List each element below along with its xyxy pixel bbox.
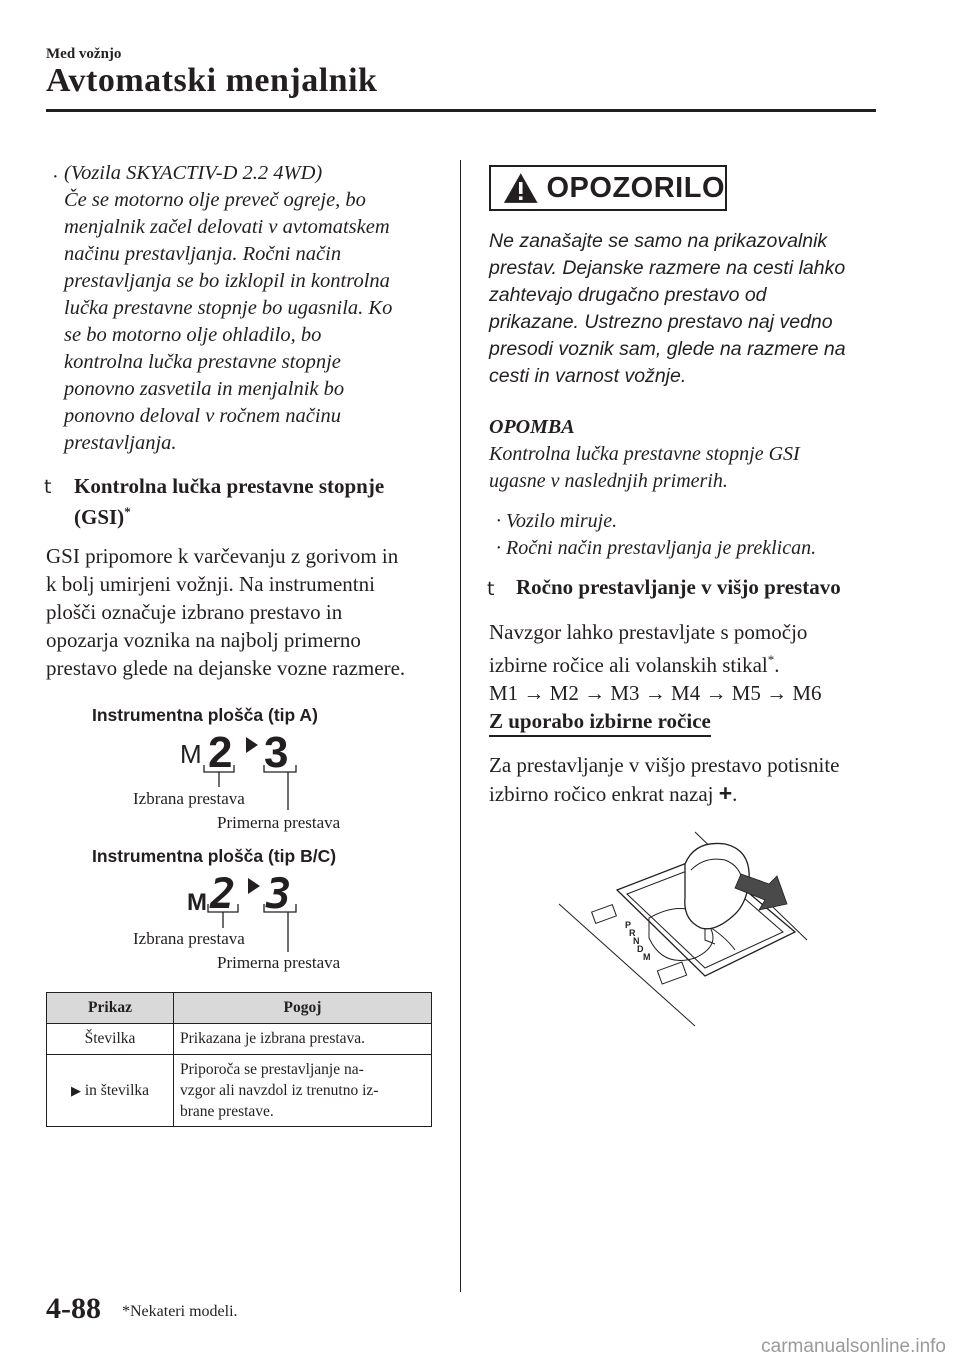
suggested-gear-digit: 3	[266, 869, 292, 918]
plus-icon: +	[718, 780, 733, 806]
line-end: .	[732, 782, 738, 806]
text-line: prestavo glede na dejanske vozne razmere.	[46, 656, 406, 680]
text-line: se bo motorno olje ohladilo, bo	[64, 324, 322, 346]
heading-text: (GSI)	[74, 505, 125, 529]
panel-bc-label: Instrumentna plošča (tip B/C)	[92, 846, 337, 866]
list-item-text: Ročni način prestavljanja je preklican.	[506, 537, 817, 559]
suggest-arrow-icon	[246, 737, 258, 753]
text-line: ugasne v naslednjih primerih.	[489, 470, 728, 492]
callout-selected-gear: Izbrana prestava	[133, 789, 245, 808]
footnote: *Nekateri modeli.	[122, 1303, 238, 1320]
suggested-gear-digit: 3	[264, 728, 289, 777]
footnote-asterisk: *	[767, 652, 775, 667]
warning-box	[489, 165, 727, 211]
line-text: izbirne ročice ali volanskih stikal	[489, 653, 768, 677]
callout-selected-gear: Izbrana prestava	[133, 929, 245, 948]
text-line: zahtevajo drugačno prestavo od	[489, 284, 767, 306]
text-line: cesti in varnost vožnje.	[489, 365, 687, 387]
warning-triangle-icon	[501, 170, 541, 206]
gsi-table	[46, 992, 432, 1127]
table-header: Pogoj	[174, 993, 432, 1024]
cell-line: brane prestave.	[180, 1103, 274, 1120]
text-line: Kontrolna lučka prestavne stopnje GSI	[489, 443, 800, 465]
text-line: kontrolna lučka prestavne stopnje	[64, 351, 341, 373]
text-line: načinu prestavljanja. Ročni način	[64, 243, 342, 265]
table-header: Prikaz	[47, 993, 174, 1024]
cell-line: Priporoča se prestavljanje na-	[180, 1061, 364, 1078]
table-row	[47, 1055, 432, 1127]
text-line: prikazane. Ustrezno prestavo naj vedno	[489, 311, 833, 333]
panel-a-label: Instrumentna plošča (tip A)	[92, 705, 318, 725]
text-line: prestavljanja se bo izklopil in kontrolna	[64, 270, 390, 292]
cell-text: in številka	[84, 1081, 150, 1099]
current-gear-digit: 2	[210, 869, 236, 918]
warning-title: OPOZORILO	[546, 171, 725, 204]
list-item-text: Vozilo miruje.	[506, 510, 618, 532]
gate-label-n: N	[633, 936, 640, 946]
footnote-asterisk: *	[124, 504, 131, 519]
text-line: ponovno zasvetila in menjalnik bo	[64, 378, 345, 400]
watermark: carmanualsonline.info	[761, 1336, 946, 1357]
table-cell	[47, 1055, 174, 1127]
list-item: · Ročni način prestavljanja je preklican.	[496, 537, 817, 559]
text-line: ponovno deloval v ročnem načinu	[64, 405, 342, 427]
current-gear-digit: 2	[208, 728, 233, 777]
table-cell: Številka	[47, 1024, 174, 1055]
section-heading-upshift: Ročno prestavljanje v višjo prestavo	[516, 575, 841, 599]
text-line: plošči označuje izbrano prestavo in	[46, 600, 343, 624]
warning-text	[489, 228, 846, 390]
gate-label-d: D	[637, 944, 644, 954]
cell-line: vzgor ali navzdol iz trenutno iz-	[180, 1082, 379, 1099]
callout-suggested-gear: Primerna prestava	[217, 813, 341, 832]
selector-paragraph	[489, 751, 840, 808]
gate-label-p: P	[625, 920, 632, 930]
table-cell	[174, 1055, 432, 1127]
text-line: Ne zanašajte se samo na prikazovalnik	[489, 230, 828, 252]
note-title: OPOMBA	[489, 416, 575, 438]
bullet-paragraph	[64, 160, 392, 457]
gear-sequence: M1 → M2 → M3 → M4 → M5 → M6	[489, 681, 822, 705]
arrow-icon: ▶	[70, 1082, 81, 1098]
mode-letter: M	[187, 889, 207, 916]
gate-label-r: R	[629, 928, 636, 938]
page-number: 4-88	[46, 1292, 101, 1325]
text-line: Navzgor lahko prestavljate s pomočjo	[489, 620, 808, 644]
text-line	[489, 779, 840, 808]
subheading-selector-lever: Z uporabo izbirne ročice	[489, 709, 711, 737]
text-line: lučka prestavne stopnje bo ugasnila. Ko	[64, 297, 393, 319]
text-line: prestavljanja.	[64, 432, 177, 454]
text-line: prestav. Dejanske razmere na cesti lahko	[489, 257, 846, 279]
section-heading-gsi: Kontrolna lučka prestavne stopnje	[74, 474, 385, 498]
text-line: (Vozila SKYACTIV-D 2.2 4WD)	[64, 162, 323, 184]
list-item: · Vozilo miruje.	[496, 510, 618, 532]
note-bullets	[496, 508, 816, 562]
line-text: izbirno ročico enkrat nazaj	[489, 782, 714, 806]
text-line	[489, 646, 822, 679]
text-line: Če se motorno olje preveč ogreje, bo	[64, 189, 366, 211]
section-label: Med vožnjo	[46, 46, 122, 62]
text-line: Za prestavljanje v višjo prestavo potisnite	[489, 753, 840, 777]
table-header-row	[47, 993, 432, 1024]
note-block	[489, 414, 800, 495]
text-line: opozarja voznika na najbolj primerno	[46, 628, 361, 652]
text-line: GSI pripomore k varčevanju z gorivom in	[46, 544, 399, 568]
upshift-paragraph	[489, 618, 822, 707]
gsi-paragraph	[46, 542, 405, 682]
column-divider	[460, 160, 461, 1292]
title-rule	[46, 109, 876, 112]
table-cell: Prikazana je izbrana prestava.	[174, 1024, 432, 1055]
table-row	[47, 1024, 432, 1055]
heading-marker: t	[487, 578, 495, 600]
text-line: menjalnik začel delovati v avtomatskem	[64, 216, 390, 238]
callout-suggested-gear: Primerna prestava	[217, 953, 341, 972]
text-line: presodi voznik sam, glede na razmere na	[489, 338, 846, 360]
bullet-dot: ·	[52, 166, 59, 188]
gate-label-m: M	[643, 952, 651, 962]
section-heading-gsi-line2	[74, 504, 131, 530]
suggest-arrow-icon	[248, 878, 260, 894]
heading-marker: t	[44, 476, 52, 498]
mode-letter: M	[180, 739, 202, 769]
line-end: .	[774, 653, 780, 677]
gear-lever-illustration	[555, 828, 815, 1028]
text-line: k bolj umirjeni vožnji. Na instrumentni	[46, 572, 375, 596]
page-title: Avtomatski menjalnik	[46, 62, 378, 99]
